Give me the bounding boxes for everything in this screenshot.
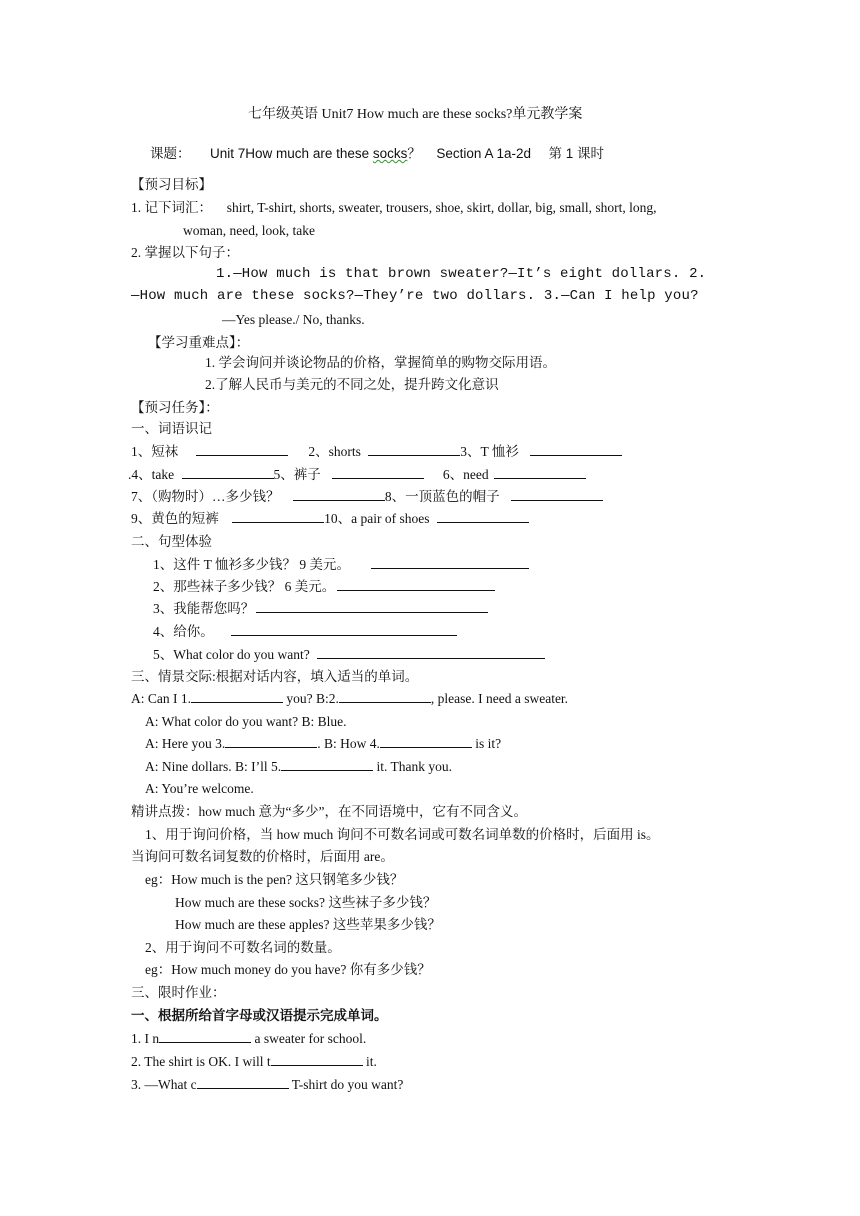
homework-heading: 三、限时作业：	[131, 985, 226, 1000]
vocab-goal	[131, 199, 657, 217]
dialog-line-4	[145, 758, 452, 776]
answer-blank[interactable]	[197, 1076, 289, 1089]
sentence-text: 1、这件 T 恤衫多少钱？ 9 美元。	[153, 557, 351, 572]
question-text: 1. I n	[131, 1031, 160, 1046]
vocab-item-10: 10、a pair of shoes	[324, 511, 430, 526]
preview-task-heading: 【预习任务】：	[131, 400, 219, 415]
answer-blank[interactable]	[231, 623, 457, 636]
sentence-goal-2: —How much are these socks?—They’re two dollars. 3.—Can I help you?	[131, 288, 699, 304]
answer-blank[interactable]	[293, 488, 385, 501]
homework-q1	[131, 1030, 366, 1048]
dialog-heading: 三、情景交际:根据对话内容，填入适当的单词。	[131, 669, 419, 684]
dialog-text: . B: How 4.	[317, 736, 380, 751]
answer-blank[interactable]	[368, 443, 460, 456]
vocab-item-5: 5、裤子	[273, 467, 321, 482]
dialog-text: , please. I need a sweater.	[430, 691, 569, 706]
answer-blank[interactable]	[437, 510, 529, 523]
explain-intro: 精讲点拨：how much 意为“多少”，在不同语境中，它有不同含义。	[131, 804, 527, 819]
sentence-text: 2、那些袜子多少钱？ 6 美元。	[153, 579, 336, 594]
key-point-2: 2.了解人民币与美元的不同之处，提升跨文化意识	[205, 377, 499, 392]
sentence-item-4	[153, 623, 457, 641]
sentence-item-1	[153, 556, 529, 574]
vocab-row-3	[131, 488, 603, 506]
explain-point-2: 2、用于询问不可数名词的数量。	[145, 940, 341, 955]
topic-unit-socks: socks	[372, 146, 408, 161]
answer-blank[interactable]	[281, 758, 373, 771]
vocab-item-1: 1、短袜	[131, 444, 179, 459]
dialog-line-3	[145, 735, 501, 753]
page-title: 七年级英语 Unit7 How much are these socks?单元教学案	[248, 107, 583, 122]
vocab-item-6: 6、need	[442, 467, 489, 482]
topic-section: Section A 1a-2d	[436, 146, 531, 161]
answer-blank[interactable]	[494, 466, 586, 479]
preview-goal-heading: 【预习目标】	[131, 177, 212, 192]
vocab-item-7: 7、（购物时）…多少钱？	[131, 489, 280, 504]
answer-blank[interactable]	[182, 466, 274, 479]
answer-blank[interactable]	[530, 443, 622, 456]
sentence-goal-label: 2. 掌握以下句子：	[131, 245, 239, 260]
vocab-item-9: 9、黄色的短裤	[131, 511, 219, 526]
answer-blank[interactable]	[380, 735, 472, 748]
topic-unit: Unit 7How much are these	[210, 146, 373, 161]
answer-blank[interactable]	[337, 578, 495, 591]
answer-blank[interactable]	[511, 488, 603, 501]
vocab-row-4	[131, 510, 529, 528]
homework-q2	[131, 1053, 377, 1071]
answer-blank[interactable]	[232, 510, 324, 523]
vocab-goal-words-2: woman, need, look, take	[183, 223, 315, 238]
topic-period: 第 1 课时	[548, 146, 605, 161]
question-text: T-shirt do you want?	[288, 1077, 404, 1092]
example-3: How much are these apples? 这些苹果多少钱？	[175, 917, 441, 932]
dialog-line-5: A: You’re welcome.	[145, 781, 254, 796]
explain-point-1-cont: 当询问可数名词复数的价格时，后面用 are。	[131, 849, 394, 864]
dialog-text: A: Can I 1.	[131, 691, 191, 706]
dialog-line-1	[131, 690, 568, 708]
topic-label: 课题：	[150, 146, 191, 161]
sentence-item-2	[153, 578, 495, 596]
vocab-row-1	[131, 443, 622, 461]
answer-blank[interactable]	[317, 646, 545, 659]
example-1: eg：How much is the pen? 这只钢笔多少钱？	[145, 872, 404, 887]
answer-blank[interactable]	[191, 690, 283, 703]
explain-point-1: 1、用于询问价格，当 how much 询问不可数名词或可数名词单数的价格时，后面用 is。	[145, 827, 660, 842]
key-points-heading: 【学习重难点】：	[148, 335, 250, 350]
vocab-item-4: .4、take	[128, 467, 175, 482]
sentence-text: 5、What color do you want?	[153, 647, 310, 662]
question-text: a sweater for school.	[251, 1031, 367, 1046]
dialog-text: is it?	[471, 736, 502, 751]
vocab-item-3: 3、T 恤衫	[460, 444, 519, 459]
answer-blank[interactable]	[339, 690, 431, 703]
dialog-text: you? B:2.	[283, 691, 339, 706]
vocab-heading: 一、词语识记	[131, 421, 212, 436]
dialog-text: it. Thank you.	[373, 759, 452, 774]
answer-blank[interactable]	[332, 466, 424, 479]
vocab-item-2: 2、shorts	[308, 444, 361, 459]
sentence-text: 3、我能帮您吗？	[153, 601, 255, 616]
topic-unit-post: ？	[407, 146, 421, 161]
homework-sub-heading: 一、根据所给首字母或汉语提示完成单词。	[131, 1008, 388, 1023]
dialog-line-2: A: What color do you want? B: Blue.	[145, 714, 347, 729]
sentence-item-5	[153, 646, 545, 664]
dialog-text: A: Here you 3.	[145, 736, 226, 751]
question-text: it.	[362, 1054, 377, 1069]
key-point-1: 1. 学会询问并谈论物品的价格，掌握简单的购物交际用语。	[205, 355, 556, 370]
sentence-item-3	[153, 600, 488, 618]
answer-blank[interactable]	[159, 1030, 251, 1043]
example-4: eg：How much money do you have? 你有多少钱？	[145, 962, 431, 977]
sentence-goal-3: —Yes please./ No, thanks.	[222, 312, 365, 327]
answer-blank[interactable]	[196, 443, 288, 456]
question-text: 2. The shirt is OK. I will t	[131, 1054, 271, 1069]
dialog-text: A: Nine dollars. B: I’ll 5.	[145, 759, 282, 774]
vocab-item-8: 8、一顶蓝色的帽子	[384, 489, 500, 504]
sentence-heading: 二、句型体验	[131, 534, 212, 549]
vocab-goal-words: shirt, T-shirt, shorts, sweater, trousers, shoe, skirt, dollar, big, small, short, long,	[226, 200, 657, 215]
question-text: 3. —What c	[131, 1077, 197, 1092]
topic-line	[150, 145, 604, 163]
sentence-text: 4、给你。	[153, 624, 214, 639]
vocab-goal-label: 1. 记下词汇：	[131, 200, 212, 215]
sentence-goal-1: 1.—How much is that brown sweater?—It’s eight dollars. 2.	[216, 266, 707, 282]
answer-blank[interactable]	[371, 556, 529, 569]
answer-blank[interactable]	[271, 1053, 363, 1066]
example-2: How much are these socks? 这些袜子多少钱？	[175, 895, 437, 910]
answer-blank[interactable]	[256, 600, 488, 613]
homework-q3	[131, 1076, 403, 1094]
answer-blank[interactable]	[225, 735, 317, 748]
vocab-row-2	[128, 466, 586, 484]
